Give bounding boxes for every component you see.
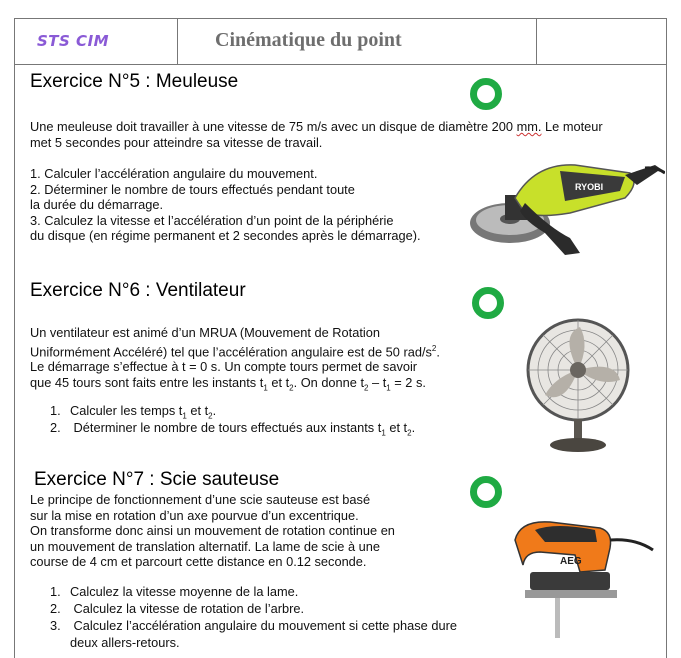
exercise-6-item-2: 2. Déterminer le nombre de tours effectués aux instants $t_1$ et $t_2$. (50, 420, 416, 438)
exercise-5-questions: 1. Calculer l’accélération angulaire du mouvement. 2. Déterminer le nombre de tours effectués pendant toute la durée du démarrage. 3. Calculez la vitesse et l’accélération d’un point de la périphérie du disque (en régime permanent et 2 secondes après le démarrage). (30, 166, 421, 244)
question-3: 3. Calculez la vitesse et l’accélération d’un point de la périphérie (30, 212, 394, 228)
exercise-7-item-2: 2. Calculez la vitesse de rotation de l’arbre. (50, 601, 305, 616)
page-title: Cinématique du point (215, 29, 402, 51)
jigsaw-icon (505, 510, 655, 650)
exercise-7-title: Exercice N°7 : Scie sauteuse (34, 469, 280, 490)
exercise-6-text: Un ventilateur est animé d’un MRUA (Mouvement de Rotation Uniformément Accéléré) tel que l’accélération angulaire est de 50 rad/$s^2$. Le démarrage s’effectue à t = 0 s. Un compte tours permet de savoir que 45 tours sont faits entre les instants $t_1$ et $t_2$. On donne $t_2 - t_1 = 2$ s. (30, 325, 440, 393)
desk-fan-icon (520, 315, 640, 455)
exercise-7-item-3: 3. Calculez l’accélération angulaire du mouvement si cette phase dure (50, 618, 457, 633)
svg-text:RYOBI: RYOBI (575, 182, 604, 192)
angle-grinder-icon (465, 143, 665, 258)
ring-icon (470, 78, 502, 110)
exercise-7-text: Le principe de fonctionnement d’une scie sauteuse est basé sur la mise en rotation d’un axe pourvue d’un excentrique. On transforme donc ainsi un mouvement de rotation continue en un mouvement de translation alternatif. La lame de scie à une course de 4 cm et parcourt cette distance en 0.12 seconde. (30, 492, 395, 570)
worksheet-page (14, 18, 667, 658)
exercise-5-text: Une meuleuse doit travailler à une vitesse de 75 m/s avec un disque de diamètre 200 mm. Le moteur met 5 secondes pour atteindre sa vitesse de travail. (30, 119, 603, 150)
exercise-7-item-3-continued: deux allers-retours. (70, 635, 180, 650)
ring-icon (472, 287, 504, 319)
question-1: 1. Calculer l’accélération angulaire du mouvement. (30, 166, 318, 181)
course-label: STS CIM (37, 32, 110, 50)
exercise-5-title: Exercice N°5 : Meuleuse (30, 71, 239, 92)
header-right-cell (536, 19, 667, 64)
exercise-7-item-1: 1. Calculez la vitesse moyenne de la lame. (50, 584, 299, 599)
header-table (15, 18, 666, 65)
brand-label: AEG (560, 556, 582, 567)
exercise-6-item-1: 1. Calculer les temps $t_1$ et $t_2$. (50, 403, 217, 421)
header-left-cell (15, 19, 178, 64)
question-2: 2. Déterminer le nombre de tours effectués pendant toute (30, 181, 355, 197)
exercise-6-title: Exercice N°6 : Ventilateur (30, 280, 246, 301)
ring-icon (470, 476, 502, 508)
